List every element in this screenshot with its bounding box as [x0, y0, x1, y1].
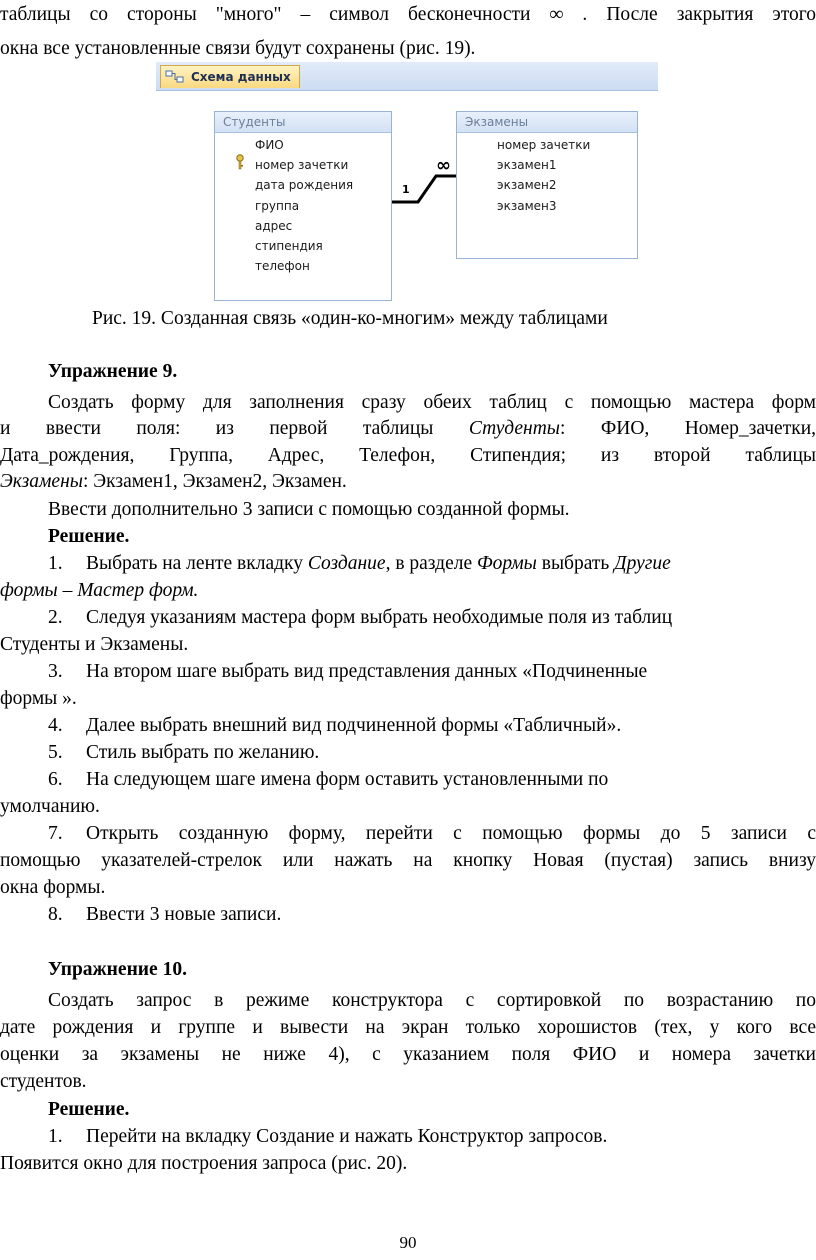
text-line: Создать запрос в режиме конструктора с сортировкой по возрастанию по [48, 990, 816, 1011]
step-number: 8. [48, 904, 63, 925]
field-item: экзамен2 [497, 178, 557, 192]
text-line: оценки за экзамены не ниже 4), с указанием поля ФИО и номера зачетки [0, 1044, 816, 1065]
field-item: дата рождения [255, 178, 354, 192]
text-span: Ввести 3 новые записи. [86, 904, 282, 925]
solution-label [0, 524, 816, 550]
field-item: ФИО [255, 138, 284, 152]
text-span: : Экзамен1, Экзамен2, Экзамен. [82, 471, 347, 492]
heading-text: Решение. [48, 1099, 130, 1120]
italic-text: формы – Мастер форм. [0, 580, 199, 601]
relation-one-label: 1 [402, 183, 410, 196]
relationships-icon [165, 70, 185, 84]
step-number: 7. [48, 823, 63, 844]
step-number: 5. [48, 742, 63, 763]
text-line-1 [0, 2, 816, 28]
step-4 [0, 713, 816, 739]
step-1-query [0, 1124, 816, 1150]
text-span: Открыть созданную форму, перейти с помощью формы до 5 записи с [86, 823, 816, 844]
text-line-2: окна все установленные связи будут сохранены (рис. 19). [0, 38, 476, 59]
relation-many-label: ∞ [436, 155, 451, 176]
step-5 [0, 740, 816, 766]
text-line: окна формы. [0, 877, 106, 898]
text-line: Студенты и Экзамены. [0, 634, 189, 655]
exercise-9-title [0, 359, 816, 385]
step-2 [0, 605, 816, 631]
text-span: и ввести поля: из первой таблицы [0, 418, 469, 439]
text-line: умолчанию. [0, 796, 100, 817]
step-8 [0, 902, 816, 928]
text-span: Перейти на вкладку Создание и нажать Конструктор запросов. [86, 1126, 608, 1147]
field-item: стипендия [255, 239, 323, 253]
step-6 [0, 767, 816, 793]
step-number: 2. [48, 607, 63, 628]
field-item: экзамен3 [497, 199, 557, 213]
table-title: Экзамены [457, 112, 637, 133]
text-line [0, 469, 816, 495]
text-line: дате рождения и группе и вывести на экран только хорошистов (тех, у кого все [0, 1017, 816, 1038]
text-span: . После закрытия этого [563, 4, 816, 25]
page-number: 90 [399, 1233, 417, 1252]
text-line [0, 578, 816, 604]
text-span: На следующем шаге имена форм оставить установленными по [86, 769, 609, 790]
tab-schema[interactable] [160, 65, 300, 88]
step-number: 1. [48, 1126, 63, 1147]
heading-text: Решение. [48, 526, 130, 547]
field-item: группа [255, 199, 300, 213]
exercise-10-title [0, 957, 816, 983]
text-line: Появится окно для построения запроса (рис. 20). [0, 1153, 408, 1174]
tab-label: Схема данных [191, 70, 291, 84]
step-number: 1. [48, 553, 63, 574]
text-span: На втором шаге выбрать вид представления данных «Подчиненные [86, 661, 648, 682]
text-line: помощью указателей-стрелок или нажать на кнопку Новая (пустая) запись внизу [0, 850, 816, 871]
step-number: 6. [48, 769, 63, 790]
text-line: Ввести дополнительно 3 записи с помощью созданной формы. [48, 499, 570, 520]
text-span: Следуя указаниям мастера форм выбрать необходимые поля из таблиц [86, 607, 673, 628]
step-3 [0, 659, 816, 685]
step-number: 4. [48, 715, 63, 736]
diagram-canvas [156, 91, 658, 302]
text-span: Далее выбрать внешний вид подчиненной формы «Табличный». [86, 715, 622, 736]
table-students[interactable] [214, 111, 392, 301]
text-span: , в разделе [385, 553, 477, 574]
text-span: выбрать [536, 553, 615, 574]
field-item: номер зачетки [497, 138, 591, 152]
table-title: Студенты [215, 112, 391, 133]
text-span: Выбрать на ленте вкладку [86, 553, 308, 574]
italic-text: Формы [477, 553, 537, 574]
document-tab-bar [156, 62, 658, 91]
heading-text: Упражнение 9. [48, 361, 178, 382]
field-item: телефон [255, 259, 310, 273]
field-item: экзамен1 [497, 158, 557, 172]
heading-text: Упражнение 10. [48, 959, 187, 980]
table-exams[interactable] [456, 111, 638, 259]
step-number: 3. [48, 661, 63, 682]
italic-text: Экзамены [0, 471, 83, 492]
text-line: формы ». [0, 688, 77, 709]
text-line: Дата_рождения, Группа, Адрес, Телефон, Стипендия; из второй таблицы [0, 445, 816, 466]
italic-text: Другие [614, 553, 671, 574]
field-item: адрес [255, 219, 293, 233]
text-span: : ФИО, Номер_зачетки, [560, 418, 816, 439]
field-item: номер зачетки [255, 158, 349, 172]
text-line: студентов. [0, 1071, 87, 1092]
primary-key-icon [235, 154, 245, 170]
step-1 [0, 551, 816, 577]
solution-label-2 [0, 1097, 816, 1123]
text-span: Стиль выбрать по желанию. [86, 742, 320, 763]
infinity-symbol: ∞ [549, 4, 564, 25]
relationship-diagram-screenshot [156, 62, 658, 302]
italic-text: Создание [307, 553, 386, 574]
italic-text: Студенты [468, 418, 561, 439]
text-line: Создать форму для заполнения сразу обеих таблиц с помощью мастера форм [48, 392, 816, 413]
text-span: таблицы со стороны "много" – символ бесконечности [0, 4, 550, 25]
step-7 [0, 821, 816, 847]
figure-caption: Рис. 19. Созданная связь «один-ко-многим» между таблицами [92, 308, 608, 329]
text-line [0, 416, 816, 442]
